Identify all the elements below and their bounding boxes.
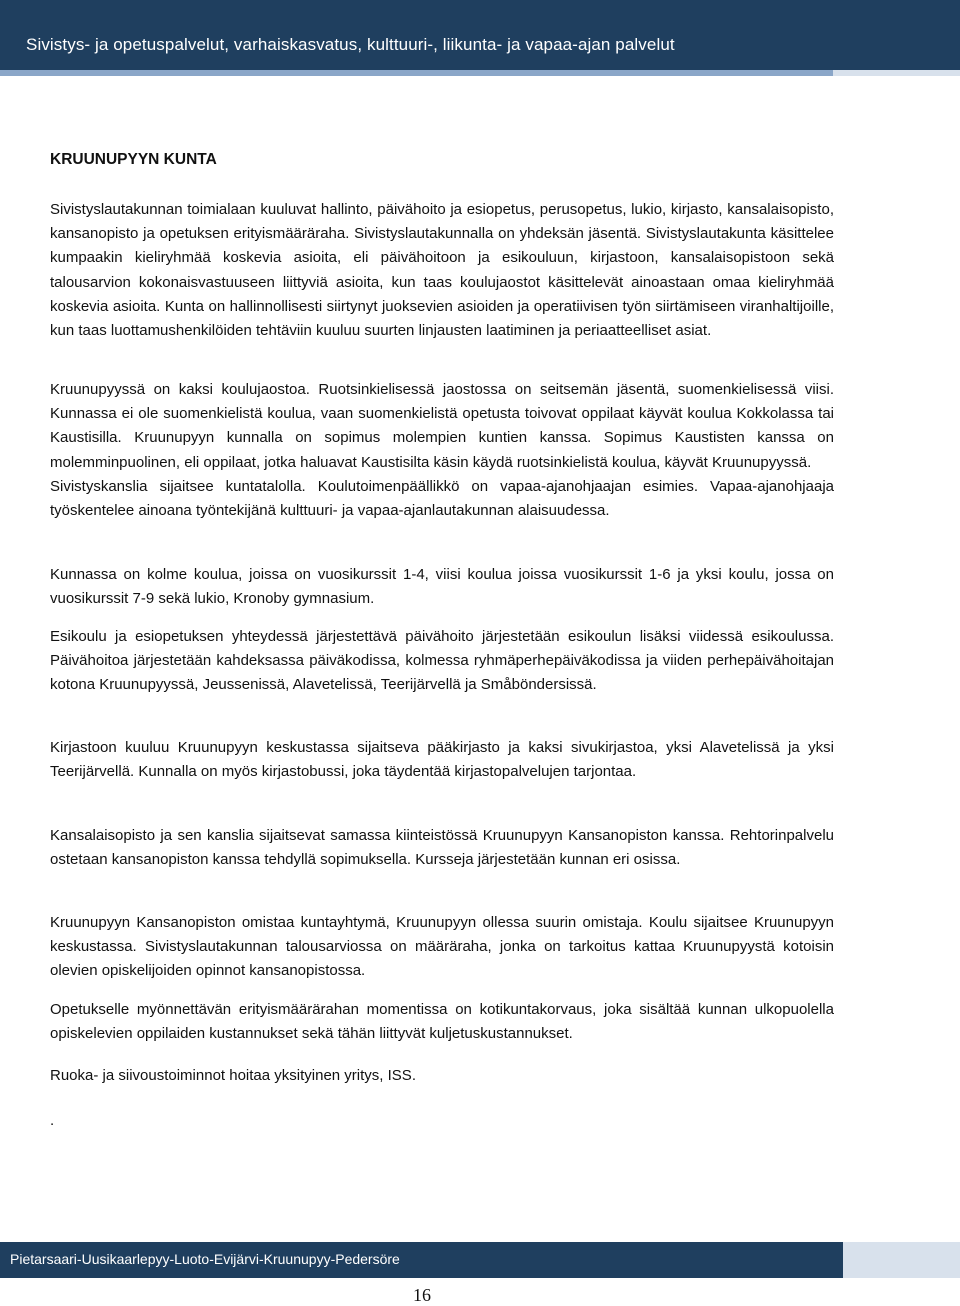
paragraph-5: Esikoulu ja esiopetuksen yhteydessä järjestettävä päivähoito järjestetään esikoulun lisäksi viidessä esikoulussa. Päivähoitoa järjestetään kahdeksassa päiväkodissa, kolmessa ryhmäperhepäiväkodissa ja viiden perhepäivähoitajan kotona Kruunupyyssä, Jeussenissä, Alavetelissä, Teerijärvellä ja Småböndersissä. <box>50 628 834 694</box>
footer-text: Pietarsaari-Uusikaarlepyy-Luoto-Evijärvi-Kruunupyy-Pedersöre <box>10 1251 400 1267</box>
paragraph-1: Sivistyslautakunnan toimialaan kuuluvat hallinto, päivähoito ja esiopetus, perusopetus, lukio, kirjasto, kansalaisopisto, kansanopisto ja opetuksen erityismääräraha. Sivistyslautakunnalla on yhdeksän jäsentä. Sivistyslautakunta käsittelee kumpaakin kieliryhmää koskevia asioita, eli päivähoitoon ja esikouluun, kirjastoon, kansalaisopistoon sekä talousarvion kokonaisvastuuseen liittyviä asioita, kun taas koulujaostot käsittelevät ainoastaan omaa kieliryhmää koskevia asioita. Kunta on hallinnollisesti siirtynyt juoksevien asioiden ja operatiivisen työn siirtämiseen viranhaltijoille, kun taas luottamushenkilöiden tehtäviin kuuluu suurten linjausten laatiminen ja periaatteelliset asiat. <box>50 201 834 340</box>
footer-bar-right <box>843 1242 960 1278</box>
paragraph-6: Kirjastoon kuuluu Kruunupyyn keskustassa sijaitseva pääkirjasto ja kaksi sivukirjastoa, yksi Alavetelissä ja yksi Teerijärvellä. Kunnalla on myös kirjastobussi, joka täydentää kirjastopalvelujen tarjontaa. <box>50 739 834 781</box>
section-paragraph-block-9 <box>50 1064 834 1088</box>
paragraph-10: Ruoka- ja siivoustoiminnot hoitaa yksityinen yritys, ISS. <box>50 1067 416 1084</box>
section-paragraph-block-2 <box>50 378 834 523</box>
section-paragraph-block-4 <box>50 625 834 698</box>
header-accent-line-right <box>833 70 960 76</box>
section-paragraph-block-7 <box>50 911 834 984</box>
paragraph-7: Kansalaisopisto ja sen kanslia sijaitsevat samassa kiinteistössä Kruunupyyn Kansanopiston kanssa. Rehtorinpalvelu ostetaan kansanopiston kanssa tehdyllä sopimuksella. Kursseja järjestetään kunnan eri osissa. <box>50 827 834 869</box>
paragraph-8: Kruunupyyn Kansanopiston omistaa kuntayhtymä, Kruunupyyn ollessa suurin omistaja. Koulu sijaitsee Kruunupyyn keskustassa. Sivistyslautakunnan talousarviossa on määräraha, jonka on tarkoitus kattaa Kruunupyystä kotoisin olevien opiskelijoiden opinnot kansanopistossa. <box>50 914 834 980</box>
paragraph-9: Opetukselle myönnettävän erityismäärärahan momentissa on kotikuntakorvaus, joka sisältää kunnan ulkopuolella opiskelevien oppilaiden kustannukset sekä tähän liittyvät kuljetuskustannukset. <box>50 1001 834 1043</box>
header-accent-line <box>0 70 833 76</box>
section-paragraph-block-1 <box>50 198 834 343</box>
paragraph-4: Kunnassa on kolme koulua, joissa on vuosikurssit 1-4, viisi koulua joissa vuosikurssit 1-6 ja yksi koulu, jossa on vuosikurssit 7-9 sekä lukio, Kronoby gymnasium. <box>50 566 834 608</box>
page-number: 16 <box>413 1285 431 1305</box>
document-heading: KRUUNUPYYN KUNTA <box>50 151 217 168</box>
header-title: Sivistys- ja opetuspalvelut, varhaiskasvatus, kulttuuri-, liikunta- ja vapaa-ajan palvelut <box>26 35 675 54</box>
section-paragraph-block-5 <box>50 736 834 784</box>
paragraph-3: Sivistyskanslia sijaitsee kuntatalolla. Koulutoimenpäällikkö on vapaa-ajanohjaajan esimies. Vapaa-ajanohjaaja työskentelee ainoana työntekijänä kulttuuri- ja vapaa-ajanlautakunnan alaisuudessa. <box>50 477 834 520</box>
paragraph-2: Kruunupyyssä on kaksi koulujaostoa. Ruotsinkielisessä jaostossa on seitsemän jäsentä, suomenkielisessä viisi. Kunnassa ei ole suomenkielistä koulua, vaan suomenkielistä opetusta toivovat oppilaat käyvät koulua Kokkolassa tai Kaustisilla. Kruunupyyn kunnalla on sopimus molempien kuntien kanssa. Sopimus Kaustisten kanssa on molemminpuolinen, eli oppilaat, jotka haluavat Kaustisilta käsin käydä ruotsinkielistä koulua, käyvät Kruunupyyssä. <box>50 381 834 471</box>
section-paragraph-block-6 <box>50 824 834 872</box>
section-paragraph-block-3 <box>50 563 834 611</box>
trailing-mark: . <box>50 1112 55 1129</box>
section-paragraph-block-8 <box>50 998 834 1046</box>
